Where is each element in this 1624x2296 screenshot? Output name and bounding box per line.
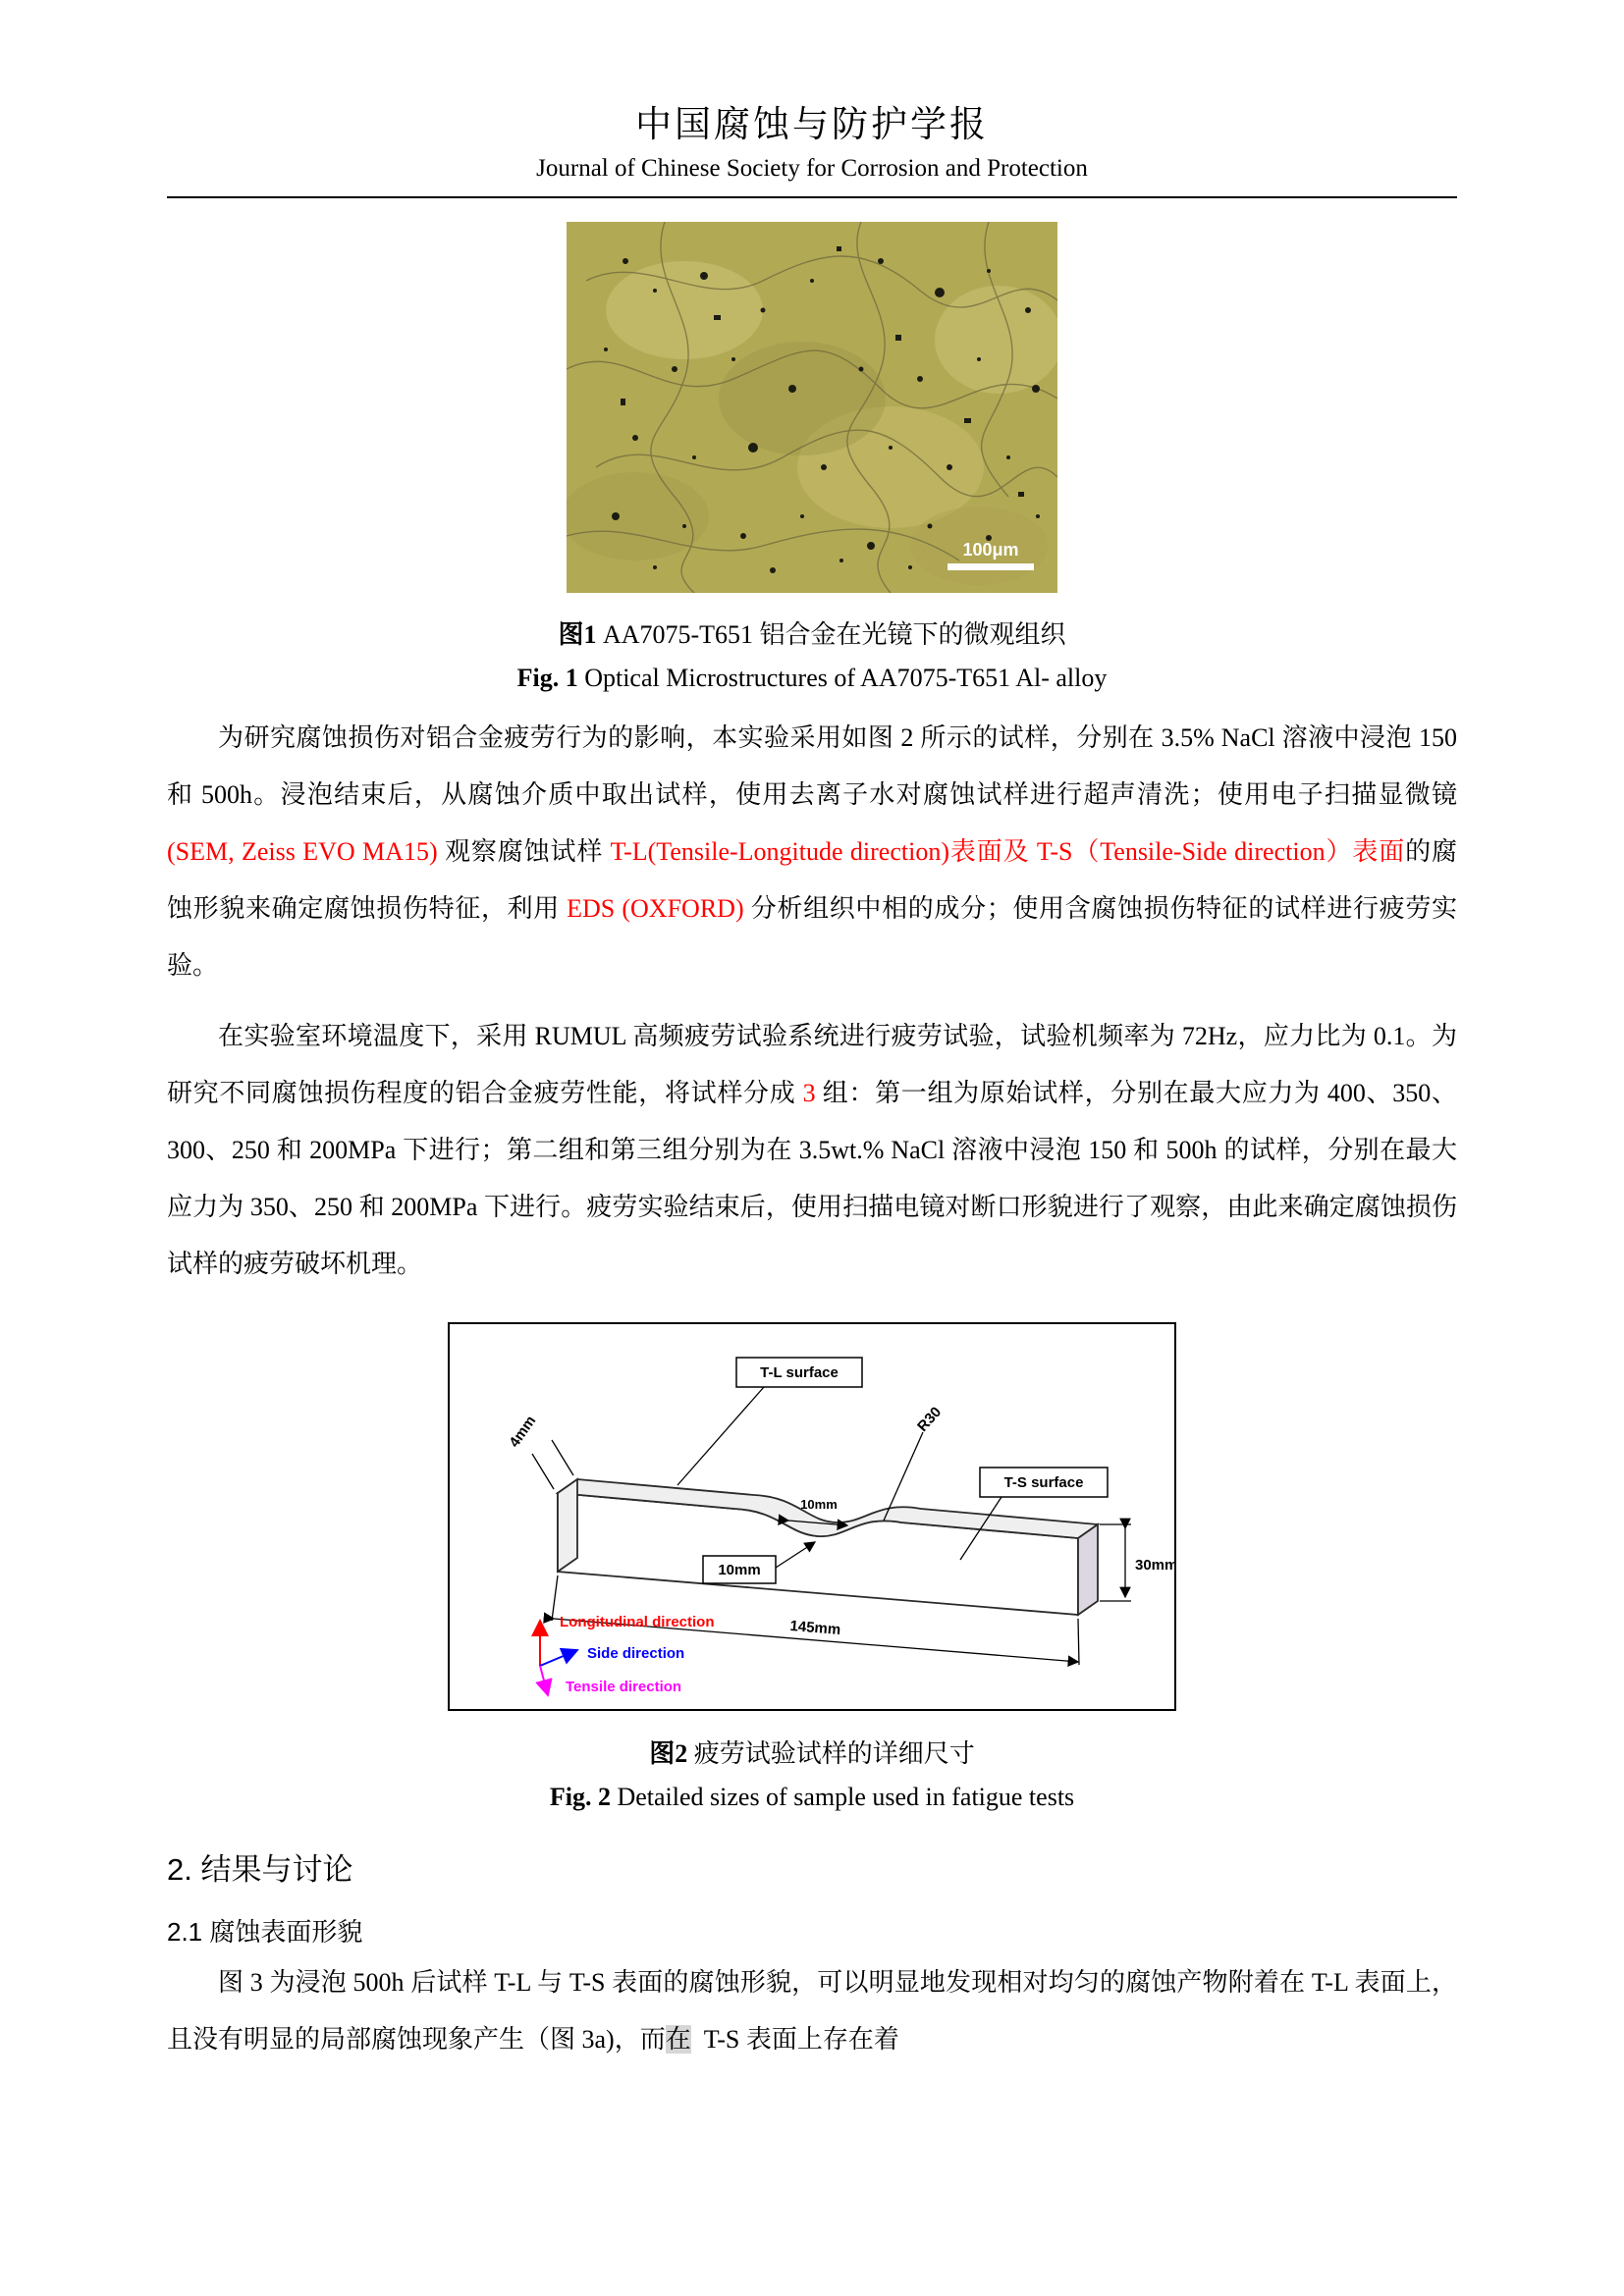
text-segment-red: (SEM, Zeiss EVO MA15) — [167, 837, 438, 866]
figure2-caption-cn-text: 疲劳试验试样的详细尺寸 — [693, 1739, 975, 1768]
specimen-drawing — [450, 1324, 1174, 1709]
r30-callout — [884, 1404, 945, 1521]
scale-bar-line — [947, 563, 1034, 570]
gauge-width-label: 10mm — [800, 1497, 838, 1512]
tl-surface-callout — [677, 1358, 862, 1485]
text-segment-black: 的腐蚀形貌来确定腐蚀损伤特征，利用 — [167, 837, 1457, 923]
text-segment-red: 3 — [802, 1079, 816, 1107]
figure1 — [167, 222, 1457, 598]
figure2-caption-en — [167, 1780, 1457, 1815]
side-direction-label: Side direction — [587, 1645, 685, 1662]
longitudinal-direction-label: Longitudinal direction — [560, 1614, 715, 1630]
figure2-diagram — [448, 1322, 1176, 1711]
tensile-direction-label: Tensile direction — [566, 1679, 682, 1695]
text-segment-hl: 在 — [665, 2025, 691, 2054]
ts-surface-label: T-S surface — [1003, 1474, 1084, 1491]
figure1-caption-en — [167, 661, 1457, 696]
text-segment-red: EDS (OXFORD) — [567, 894, 744, 923]
figure1-micrograph-image — [567, 222, 1057, 593]
header-rule — [167, 196, 1457, 198]
height-dimension-label: 30mm — [1135, 1557, 1174, 1574]
paragraph-corrosion-morphology — [167, 1954, 1457, 2068]
figure2-caption-cn — [167, 1736, 1457, 1772]
text-segment-black: 为研究腐蚀损伤对铝合金疲劳行为的影响，本实验采用如图 2 所示的试样，分别在 3.5% NaCl 溶液中浸泡 150 和 500h。浸泡结束后，从腐蚀介质中取出试样，使用去离子水对腐蚀试样进行超声清洗；使用电子扫描显微镜 — [167, 723, 1457, 809]
paragraph-fatigue-test — [167, 1008, 1457, 1293]
page-header — [167, 94, 1457, 198]
r30-label: R30 — [914, 1404, 946, 1435]
text-segment-black: 观察腐蚀试样 — [437, 837, 611, 866]
text-segment-black: T-S 表面上存在着 — [690, 2025, 899, 2054]
direction-axes — [540, 1614, 715, 1695]
micrograph-canvas — [567, 222, 1057, 593]
figure2-caption-en-text: Detailed sizes of sample used in fatigue tests — [617, 1783, 1075, 1811]
journal-title-cn: 中国腐蚀与防护学报 — [635, 105, 989, 145]
tl-surface-label: T-L surface — [760, 1364, 839, 1381]
figure1-caption-en-text: Optical Microstructures of AA7075-T651 Al- alloy — [584, 664, 1108, 692]
figure1-caption-cn-text: AA7075-T651 铝合金在光镜下的微观组织 — [602, 620, 1066, 649]
dimension-height — [1100, 1524, 1174, 1601]
figure2-caption-cn-label: 图2 — [649, 1739, 688, 1768]
side-axis-arrow — [540, 1650, 577, 1666]
figure2-caption-en-label: Fig. 2 — [549, 1783, 611, 1811]
thickness-dimension-label: 4mm — [506, 1413, 540, 1451]
text-segment-black: 组：第一组为原始试样，分别在最大应力为 400、350、300、250 和 200MPa 下进行；第二组和第三组分别为在 3.5wt.% NaCl 溶液中浸泡 150 和 500h 的试样，分别在最大应力为 350、250 和 200MPa 下进行。疲劳实验结束后，使用扫描电镜对断口形貌进行了观察，由此来确定腐蚀损伤试样的疲劳破坏机理。 — [167, 1079, 1457, 1278]
subsection-heading-corrosion-morphology: 2.1 腐蚀表面形貌 — [167, 1917, 363, 1947]
text-segment-black: 分析组织中相的成分；使用含腐蚀损伤特征的试样进行疲劳实验。 — [167, 894, 1457, 980]
dimension-thickness — [506, 1413, 573, 1489]
section-heading-results: 2. 结果与讨论 — [167, 1852, 353, 1887]
text-segment-black: 在实验室环境温度下，采用 RUMUL 高频疲劳试验系统进行疲劳试验，试验机频率为 72Hz，应力比为 0.1。为研究不同腐蚀损伤程度的铝合金疲劳性能，将试样分成 — [167, 1022, 1457, 1107]
figure1-caption-en-label: Fig. 1 — [516, 664, 578, 692]
tensile-axis-arrow — [540, 1666, 548, 1695]
figure1-caption-cn-label: 图1 — [558, 620, 597, 649]
notch-depth-label: 10mm — [718, 1562, 761, 1578]
journal-title-en: Journal of Chinese Society for Corrosion and Protection — [536, 155, 1088, 182]
text-segment-red: T-L(Tensile-Longitude direction)表面及 T-S（Tensile-Side direction）表面 — [610, 837, 1406, 866]
text-segment-black: 图 3 为浸泡 500h 后试样 T-L 与 T-S 表面的腐蚀形貌，可以明显地发现相对均匀的腐蚀产物附着在 T-L 表面上，且没有明显的局部腐蚀现象产生（图 3a)，而 — [167, 1968, 1457, 2054]
paragraph-methods-corrosion — [167, 710, 1457, 994]
figure1-caption-cn — [167, 617, 1457, 653]
scale-bar-label: 100μm — [962, 540, 1019, 560]
length-dimension-label: 145mm — [788, 1617, 841, 1639]
